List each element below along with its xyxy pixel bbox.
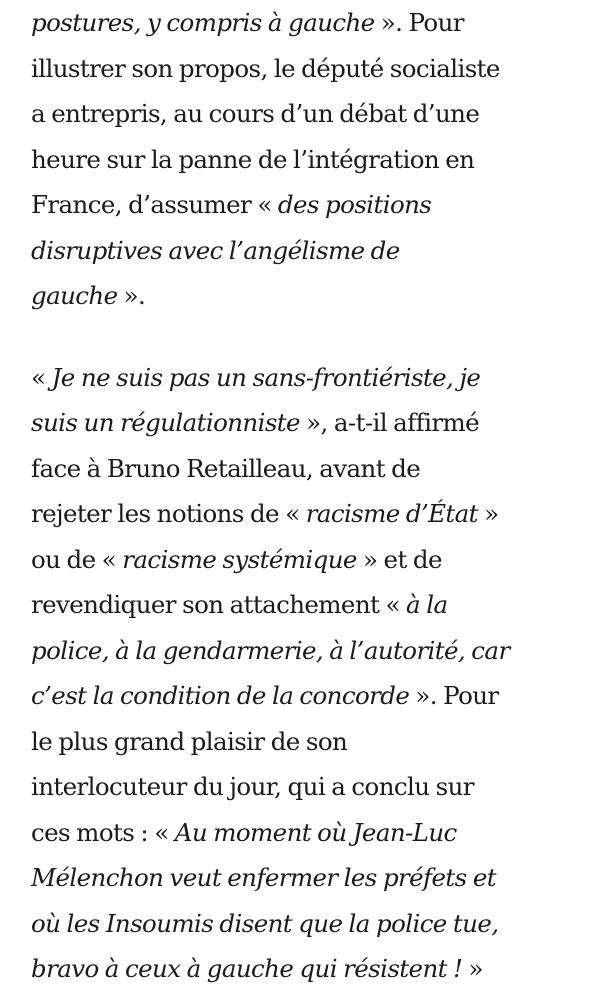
- text-line: [31, 46, 591, 92]
- body-text: face à Bruno Retailleau, avant de: [31, 453, 421, 483]
- body-text: illustrer son propos, le député socialiste: [31, 53, 500, 83]
- text-line: [31, 901, 591, 947]
- quoted-text: Au moment où Jean-Luc: [174, 817, 457, 847]
- body-text: »: [462, 954, 483, 983]
- body-text: heure sur la panne de l’intégration en: [31, 144, 475, 174]
- text-line: [31, 764, 591, 810]
- quoted-text: postures, y compris à gauche: [31, 8, 375, 37]
- body-text: a entrepris, au cours d’un débat d’une: [31, 99, 480, 128]
- body-text: ».: [117, 281, 146, 310]
- text-line: [31, 491, 591, 537]
- quoted-text: police, à la gendarmerie, à l’autorité, car: [31, 635, 510, 665]
- text-line: [31, 400, 591, 446]
- quoted-text: des positions: [277, 190, 432, 219]
- quoted-text: suis un régulationniste: [31, 408, 300, 437]
- body-text: interlocuteur du jour, qui a conclu sur: [31, 772, 474, 801]
- text-line: [31, 628, 591, 674]
- paragraph-gap: [31, 319, 591, 355]
- text-line: [31, 91, 591, 137]
- text-line: [31, 0, 591, 46]
- body-text: ». Pour: [409, 681, 499, 710]
- quoted-text: disruptives avec l’angélisme de: [31, 235, 400, 265]
- body-text: revendiquer son attachement «: [31, 590, 407, 619]
- paragraph: [31, 0, 591, 319]
- body-text: «: [31, 362, 52, 392]
- quoted-text: Je ne suis pas un sans-frontiériste, je: [51, 362, 481, 392]
- body-text: ou de «: [31, 544, 123, 574]
- body-text: rejeter les notions de «: [31, 499, 306, 528]
- quoted-text: Mélenchon veut enfermer les préfets et: [31, 863, 496, 892]
- text-line: [31, 182, 591, 228]
- body-text: » et de: [356, 544, 442, 574]
- text-line: [31, 355, 591, 401]
- body-text: »: [477, 499, 499, 528]
- quoted-text: racisme d’État: [305, 499, 478, 528]
- body-text: ». Pour: [374, 8, 464, 37]
- text-line: [31, 228, 591, 274]
- quoted-text: à la: [406, 590, 448, 619]
- quoted-text: gauche: [31, 281, 118, 310]
- quoted-text: bravo à ceux à gauche qui résistent !: [31, 954, 463, 983]
- text-line: [31, 537, 591, 583]
- text-line: [31, 673, 591, 719]
- text-line: [31, 582, 591, 628]
- body-text: ces mots : «: [31, 817, 175, 847]
- text-line: [31, 855, 591, 901]
- text-line: [31, 446, 591, 492]
- quoted-text: racisme systémique: [122, 544, 357, 574]
- text-line: [31, 946, 591, 992]
- body-text: le plus grand plaisir de son: [31, 726, 348, 756]
- text-line: [31, 719, 591, 765]
- paragraph: [31, 355, 591, 992]
- text-line: [31, 273, 591, 319]
- text-line: [31, 810, 591, 856]
- article-body: [31, 0, 591, 992]
- text-line: [31, 137, 591, 183]
- body-text: », a-t-il affirmé: [299, 408, 479, 437]
- quoted-text: où les Insoumis disent que la police tue,: [31, 908, 499, 938]
- quoted-text: c’est la condition de la concorde: [31, 681, 410, 710]
- body-text: France, d’assumer «: [31, 190, 278, 219]
